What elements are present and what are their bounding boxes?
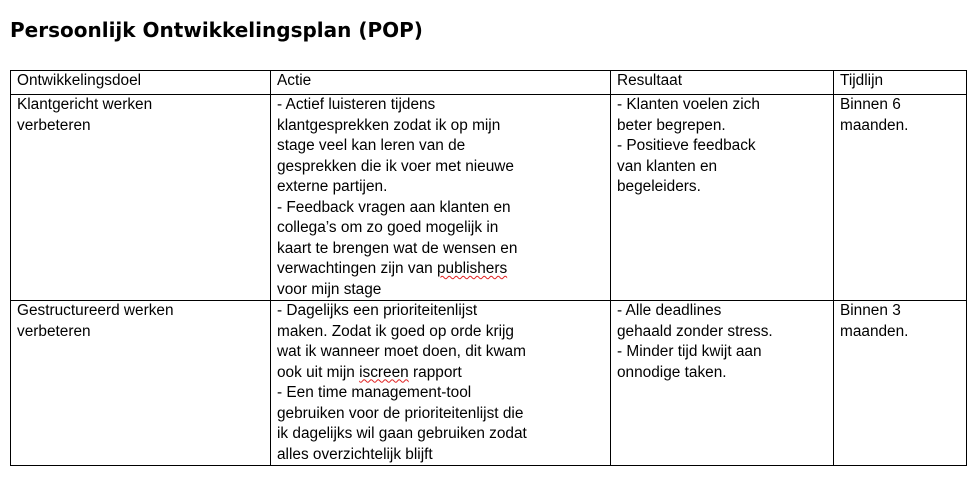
- table-header-row: [11, 71, 967, 95]
- action-line: externe partijen.: [277, 178, 388, 195]
- header-ontwikkelingsdoel: Ontwikkelingsdoel: [11, 71, 271, 95]
- result-line: - Minder tijd kwijt aan: [617, 343, 762, 360]
- spellcheck-word: iscreen: [359, 363, 409, 381]
- pop-table: [10, 70, 967, 466]
- action-line: - Feedback vragen aan klanten en: [277, 198, 511, 216]
- action-line: - Een time management-tool: [277, 384, 472, 401]
- action-line: wat ik wanneer moet doen, dit kwam: [277, 343, 526, 360]
- result-line: begeleiders.: [617, 178, 701, 195]
- goal-line: Gestructureerd werken: [17, 302, 174, 319]
- action-line: - Dagelijks een prioriteitenlijst: [277, 302, 478, 319]
- spellcheck-word: publishers: [436, 260, 508, 277]
- action-line: kaart te brengen wat de wensen en: [277, 239, 518, 257]
- action-text: ook uit mijn: [277, 363, 355, 381]
- timeline-cell: [834, 95, 967, 301]
- result-line: onnodige taken.: [617, 363, 727, 381]
- result-line: gehaald zonder stress.: [617, 322, 773, 340]
- result-line: beter begrepen.: [617, 116, 726, 134]
- result-cell: [611, 301, 834, 466]
- action-line: [277, 259, 606, 280]
- action-cell: [271, 95, 611, 301]
- action-line: alles overzichtelijk blijft: [277, 445, 433, 463]
- header-tijdlijn: Tijdlijn: [834, 71, 967, 95]
- action-text: verwachtingen zijn van: [277, 260, 433, 277]
- action-line: ik dagelijks wil gaan gebruiken zodat: [277, 425, 527, 442]
- goal-cell: [11, 301, 271, 466]
- result-line: van klanten en: [617, 157, 718, 175]
- action-line: klantgesprekken zodat ik op mijn: [277, 116, 501, 134]
- result-cell: [611, 95, 834, 301]
- table-row: [11, 301, 967, 466]
- goal-line: verbeteren: [17, 322, 91, 340]
- goal-line: verbeteren: [17, 116, 91, 134]
- action-line: voor mijn stage: [277, 280, 382, 298]
- action-line: stage veel kan leren van de: [277, 137, 466, 154]
- action-line: gesprekken die ik voer met nieuwe: [277, 157, 514, 175]
- action-line: [277, 363, 606, 384]
- action-text: rapport: [413, 363, 462, 381]
- goal-cell: [11, 95, 271, 301]
- action-cell: [271, 301, 611, 466]
- result-line: - Klanten voelen zich: [617, 96, 760, 113]
- action-line: - Actief luisteren tijdens: [277, 96, 436, 113]
- header-resultaat: Resultaat: [611, 71, 834, 95]
- action-line: gebruiken voor de prioriteitenlijst die: [277, 404, 524, 422]
- goal-line: Klantgericht werken: [17, 96, 153, 113]
- result-line: - Alle deadlines: [617, 302, 722, 319]
- timeline-line: Binnen 3: [840, 302, 901, 319]
- timeline-line: maanden.: [840, 116, 909, 134]
- timeline-line: Binnen 6: [840, 96, 901, 113]
- action-line: collega’s om zo goed mogelijk in: [277, 219, 499, 236]
- timeline-line: maanden.: [840, 322, 909, 340]
- page-title: Persoonlijk Ontwikkelingsplan (POP): [10, 18, 423, 42]
- header-actie: Actie: [271, 71, 611, 95]
- result-line: - Positieve feedback: [617, 137, 756, 154]
- action-line: maken. Zodat ik goed op orde krijg: [277, 322, 514, 340]
- table-row: [11, 95, 967, 301]
- timeline-cell: [834, 301, 967, 466]
